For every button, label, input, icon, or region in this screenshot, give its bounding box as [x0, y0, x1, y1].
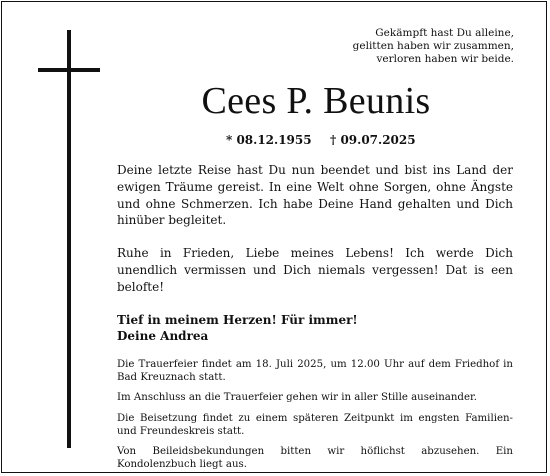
cross-vertical-bar [67, 30, 71, 448]
motto-line: verloren haben wir beide. [376, 53, 514, 65]
funeral-info: Die Beisetzung findet zu einem späteren Zeitpunkt im engsten Familien- und Freundeskreis statt. [117, 412, 513, 437]
cross-horizontal-bar [38, 68, 100, 72]
closing-signature [117, 312, 513, 344]
motto-line: Gekämpft hast Du alleine, [375, 27, 514, 39]
funeral-info: Die Trauerfeier findet am 18. Juli 2025, um 12.00 Uhr auf dem Friedhof in Bad Kreuznach statt. [117, 358, 513, 384]
closing-line: Tief in meinem Herzen! Für immer! [117, 312, 358, 327]
motto [294, 27, 514, 66]
deceased-name: Cees P. Beunis [201, 80, 431, 122]
farewell-paragraph: Deine letzte Reise hast Du nun beendet und bist ins Land der ewigen Träume gereist. In eine Welt ohne Sorgen, ohne Ängste und ohne Schmerzen. Ich habe Deine Hand gehalten und Dich hinüber begleitet. [117, 163, 513, 228]
signature-line: Deine Andrea [117, 328, 209, 343]
motto-line: gelitten haben wir zusammen, [352, 40, 514, 52]
funeral-info: Im Anschluss an die Trauerfeier gehen wir in aller Stille auseinander. [117, 392, 477, 404]
notice-body [117, 162, 513, 471]
farewell-paragraph: Ruhe in Frieden, Liebe meines Lebens! Ich werde Dich unendlich vermissen und Dich niemals vergessen! Dat is een belofte! [117, 246, 513, 294]
birth-date: * 08.12.1955 [226, 133, 312, 147]
death-date: † 09.07.2025 [330, 133, 416, 147]
funeral-info: Von Beileidsbekundungen bitten wir höflichst abzusehen. Ein Kondolenzbuch liegt aus. [117, 446, 513, 471]
